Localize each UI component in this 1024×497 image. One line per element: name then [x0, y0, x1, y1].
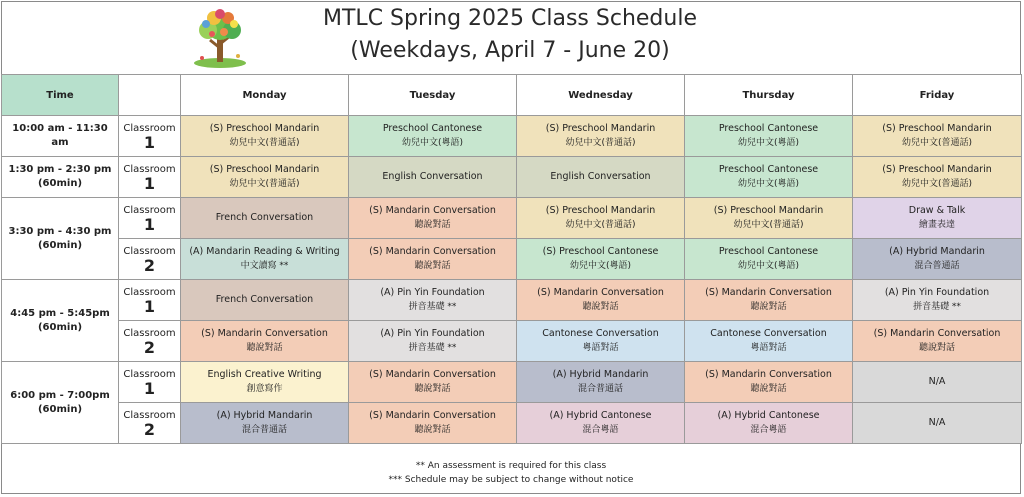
- class-cell: [853, 157, 1022, 198]
- class-name: (S) Preschool Mandarin: [545, 205, 656, 216]
- page-title: MTLC Spring 2025 Class Schedule: [323, 6, 697, 31]
- class-cell: [853, 362, 1022, 403]
- class-cell: [181, 116, 349, 157]
- class-name: French Conversation: [215, 212, 314, 223]
- class-name: Cantonese Conversation: [710, 328, 827, 339]
- class-name-chinese: 聽說對話: [414, 384, 451, 394]
- class-cell: [181, 362, 349, 403]
- class-cell: [685, 239, 853, 280]
- class-name: (A) Pin Yin Foundation: [380, 287, 485, 298]
- class-name: Preschool Cantonese: [718, 246, 819, 257]
- header-row: [2, 75, 1022, 116]
- classroom-number: 2: [143, 256, 156, 275]
- class-cell: [181, 280, 349, 321]
- time-slot: 1:30 pm - 2:30 pm (60min): [2, 157, 119, 198]
- classroom-cell: [119, 198, 181, 239]
- schedule-table: [1, 74, 1022, 444]
- class-name-chinese: 幼兒中文(粵語): [401, 138, 464, 148]
- class-cell: [853, 321, 1022, 362]
- day-header: Tuesday: [349, 75, 517, 116]
- time-slot: 10:00 am - 11:30 am: [2, 116, 119, 157]
- class-name: (S) Mandarin Conversation: [369, 410, 496, 421]
- class-name-chinese: 聽說對話: [414, 425, 451, 435]
- class-name: (A) Pin Yin Foundation: [884, 287, 990, 298]
- class-cell: [853, 198, 1022, 239]
- classroom-cell: [119, 239, 181, 280]
- class-name-chinese: 聽說對話: [750, 384, 787, 394]
- class-name-chinese: 粵語對話: [750, 343, 787, 353]
- class-name: French Conversation: [215, 294, 314, 305]
- class-name-chinese: 混合粵語: [582, 425, 619, 435]
- class-name: (S) Mandarin Conversation: [705, 287, 832, 298]
- class-name: Preschool Cantonese: [718, 123, 819, 134]
- class-name-chinese: 幼兒中文(粵語): [737, 261, 800, 271]
- classroom-number: 1: [143, 297, 156, 316]
- class-name-chinese: 混合普通話: [577, 384, 623, 394]
- classroom-label: Classroom: [123, 246, 176, 257]
- schedule-row: [2, 403, 1022, 444]
- header: [0, 0, 1022, 74]
- class-cell: [181, 157, 349, 198]
- classroom-cell: [119, 280, 181, 321]
- class-cell: [181, 198, 349, 239]
- class-cell: [685, 362, 853, 403]
- class-cell: [181, 321, 349, 362]
- class-name-chinese: 聽說對話: [414, 261, 451, 271]
- class-cell: [181, 403, 349, 444]
- class-cell: [517, 198, 685, 239]
- class-name-chinese: 混合普通話: [241, 425, 287, 435]
- schedule-row: [2, 198, 1022, 239]
- class-name: Draw & Talk: [908, 205, 966, 216]
- class-cell: [685, 280, 853, 321]
- class-cell: [517, 280, 685, 321]
- class-cell: [685, 116, 853, 157]
- page-subtitle: (Weekdays, April 7 - June 20): [350, 38, 670, 63]
- class-name: (A) Hybrid Mandarin: [552, 369, 649, 380]
- classroom-label: Classroom: [123, 410, 176, 421]
- time-slot: 4:45 pm - 5:45pm (60min): [2, 280, 119, 362]
- classroom-label: Classroom: [123, 287, 176, 298]
- class-name-chinese: 幼兒中文(普通話): [229, 138, 300, 148]
- class-cell: [349, 198, 517, 239]
- class-name: (S) Mandarin Conversation: [369, 369, 496, 380]
- class-cell: [517, 362, 685, 403]
- class-name: (S) Mandarin Conversation: [369, 205, 496, 216]
- class-name-chinese: 幼兒中文(粵語): [569, 261, 632, 271]
- class-cell: [517, 321, 685, 362]
- schedule-row: [2, 362, 1022, 403]
- class-name-chinese: 聽說對話: [582, 302, 619, 312]
- day-header: Wednesday: [517, 75, 685, 116]
- class-cell: [349, 116, 517, 157]
- class-name-chinese: 拼音基礎 **: [408, 343, 457, 353]
- class-name-chinese: 幼兒中文(普通話): [229, 179, 300, 189]
- class-cell: [853, 280, 1022, 321]
- classroom-cell: [119, 321, 181, 362]
- class-name-chinese: 創意寫作: [246, 384, 283, 394]
- classroom-label: Classroom: [123, 205, 176, 216]
- classroom-number: 1: [143, 215, 156, 234]
- class-cell: [853, 116, 1022, 157]
- class-name: (A) Mandarin Reading & Writing: [189, 246, 340, 257]
- day-header: Friday: [853, 75, 1022, 116]
- class-name: (S) Preschool Mandarin: [713, 205, 824, 216]
- class-name: N/A: [928, 376, 946, 387]
- class-cell: [349, 157, 517, 198]
- class-name: (A) Pin Yin Foundation: [380, 328, 485, 339]
- class-name-chinese: 繪畫表達: [918, 220, 955, 230]
- class-name-chinese: 幼兒中文(普通話): [565, 138, 636, 148]
- schedule-row: [2, 280, 1022, 321]
- class-name: (A) Hybrid Cantonese: [717, 410, 820, 421]
- class-cell: [349, 280, 517, 321]
- class-name: (S) Preschool Mandarin: [209, 164, 320, 175]
- class-name-chinese: 聽說對話: [918, 343, 955, 353]
- class-name-chinese: 幼兒中文(粵語): [737, 138, 800, 148]
- class-name: English Creative Writing: [207, 369, 322, 380]
- class-name-chinese: 幼兒中文(粵語): [737, 179, 800, 189]
- class-name-chinese: 混合普通話: [914, 261, 960, 271]
- schedule-change-note: *** Schedule may be subject to change without notice: [388, 475, 634, 485]
- class-cell: [181, 239, 349, 280]
- classroom-label: Classroom: [123, 164, 176, 175]
- class-name: (S) Preschool Mandarin: [882, 123, 992, 134]
- class-name: Preschool Cantonese: [718, 164, 819, 175]
- classroom-label: Classroom: [123, 328, 176, 339]
- day-header: Monday: [181, 75, 349, 116]
- class-name: (S) Preschool Mandarin: [882, 164, 992, 175]
- class-name-chinese: 混合粵語: [750, 425, 787, 435]
- class-name-chinese: 聽說對話: [246, 343, 283, 353]
- day-header: Thursday: [685, 75, 853, 116]
- class-cell: [853, 239, 1022, 280]
- class-cell: [517, 403, 685, 444]
- class-name-chinese: 幼兒中文(普通話): [733, 220, 804, 230]
- class-name: (S) Mandarin Conversation: [201, 328, 328, 339]
- classroom-number: 2: [143, 420, 156, 439]
- schedule-row: [2, 116, 1022, 157]
- class-name: (S) Preschool Mandarin: [209, 123, 320, 134]
- schedule-row: [2, 321, 1022, 362]
- class-name-chinese: 聽說對話: [414, 220, 451, 230]
- class-name: (A) Hybrid Mandarin: [889, 246, 985, 257]
- class-cell: [517, 157, 685, 198]
- class-cell: [517, 239, 685, 280]
- class-cell: [517, 116, 685, 157]
- class-name-chinese: 聽說對話: [750, 302, 787, 312]
- class-cell: [685, 403, 853, 444]
- classroom-number: 1: [143, 174, 156, 193]
- class-cell: [349, 362, 517, 403]
- class-name: (A) Hybrid Mandarin: [216, 410, 313, 421]
- schedule-row: [2, 239, 1022, 280]
- room-header-blank: [119, 75, 181, 116]
- schedule-row: [2, 157, 1022, 198]
- class-name: (S) Mandarin Conversation: [705, 369, 832, 380]
- class-name-chinese: 幼兒中文(普通話): [901, 138, 973, 148]
- class-name: Cantonese Conversation: [542, 328, 659, 339]
- classroom-number: 1: [143, 379, 156, 398]
- class-name: N/A: [928, 417, 946, 428]
- class-name-chinese: 粵語對話: [582, 343, 619, 353]
- time-header: Time: [2, 75, 119, 116]
- class-name-chinese: 拼音基礎 **: [913, 302, 961, 312]
- class-name: Preschool Cantonese: [382, 123, 483, 134]
- classroom-number: 1: [143, 133, 156, 152]
- time-slot: 6:00 pm - 7:00pm (60min): [2, 362, 119, 444]
- class-name: English Conversation: [550, 171, 651, 182]
- footer-notes: [0, 459, 1022, 487]
- class-cell: [685, 198, 853, 239]
- classroom-label: Classroom: [123, 123, 176, 134]
- class-cell: [349, 321, 517, 362]
- class-cell: [349, 403, 517, 444]
- class-cell: [853, 403, 1022, 444]
- class-name: (A) Hybrid Cantonese: [549, 410, 652, 421]
- class-name-chinese: 中文讀寫 **: [240, 261, 289, 271]
- class-name: (S) Mandarin Conversation: [537, 287, 664, 298]
- class-name: (S) Mandarin Conversation: [873, 328, 1001, 339]
- class-name: (S) Mandarin Conversation: [369, 246, 496, 257]
- class-name-chinese: 幼兒中文(普通話): [565, 220, 636, 230]
- class-cell: [685, 321, 853, 362]
- classroom-number: 2: [143, 338, 156, 357]
- classroom-cell: [119, 362, 181, 403]
- class-name-chinese: 幼兒中文(普通話): [901, 179, 973, 189]
- time-slot: 3:30 pm - 4:30 pm (60min): [2, 198, 119, 280]
- class-cell: [349, 239, 517, 280]
- assessment-note: ** An assessment is required for this class: [415, 461, 607, 471]
- class-name-chinese: 拼音基礎 **: [408, 302, 457, 312]
- class-name: English Conversation: [382, 171, 483, 182]
- class-name: (S) Preschool Mandarin: [545, 123, 656, 134]
- classroom-cell: [119, 157, 181, 198]
- classroom-label: Classroom: [123, 369, 176, 380]
- classroom-cell: [119, 403, 181, 444]
- classroom-cell: [119, 116, 181, 157]
- class-name: (S) Preschool Cantonese: [542, 246, 659, 257]
- class-cell: [685, 157, 853, 198]
